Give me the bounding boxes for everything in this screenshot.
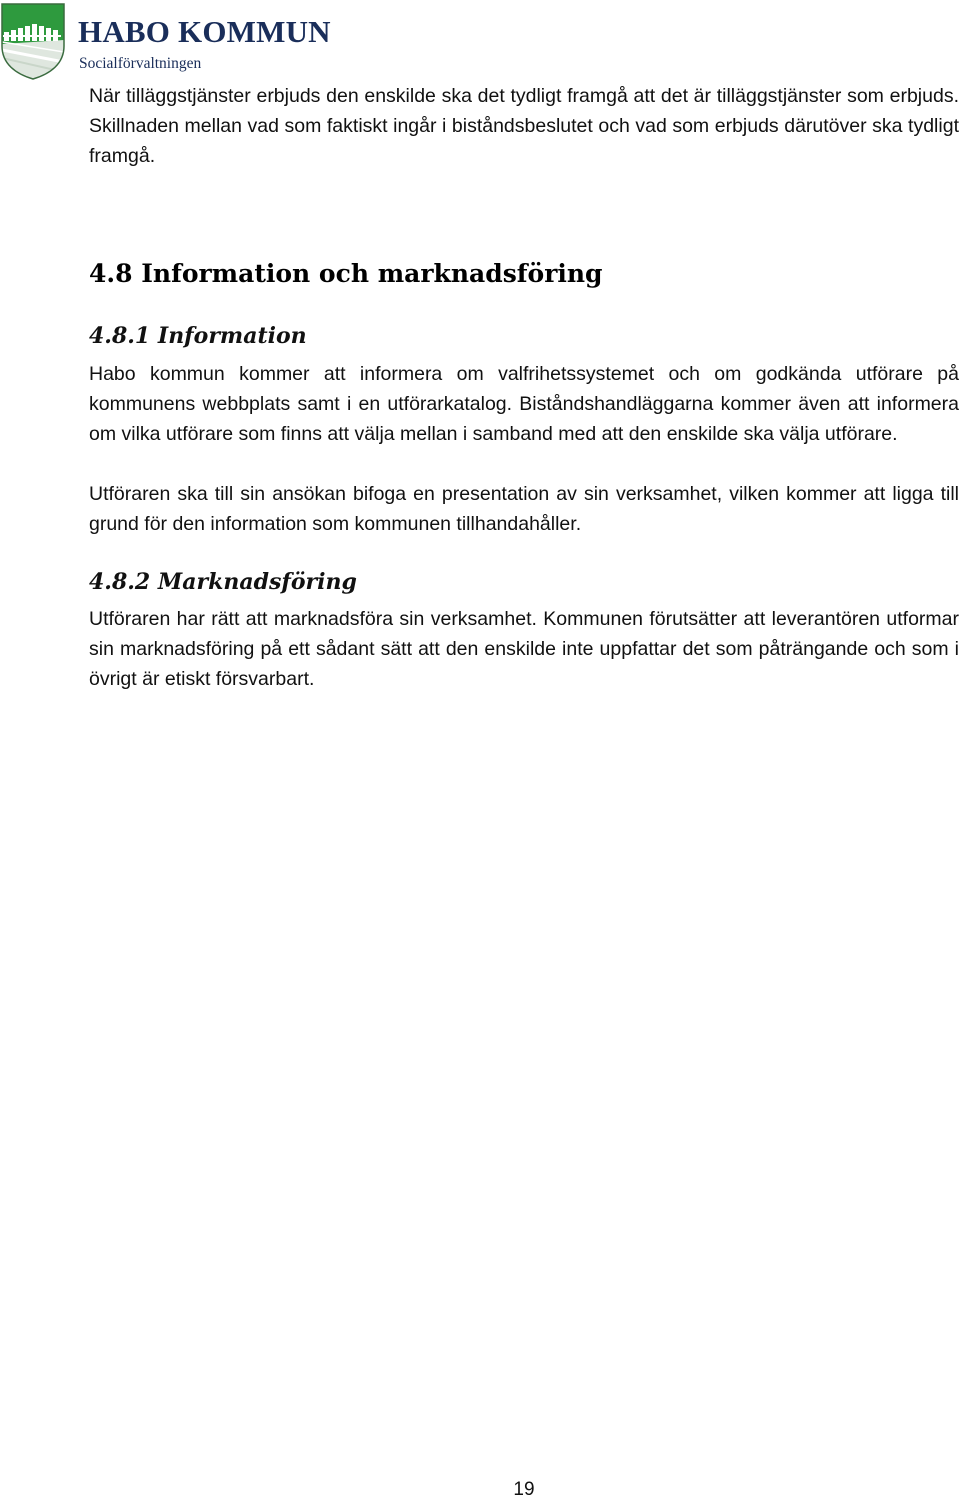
document-body [89, 81, 959, 694]
habo-kommun-shield-icon [0, 2, 66, 80]
subsection-heading-information: 4.8.1 Information [89, 323, 307, 349]
org-name: HABO KOMMUN [78, 14, 331, 49]
information-paragraph-2: Utföraren ska till sin ansökan bifoga en presentation av sin verksamhet, vilken kommer att ligga till grund för den information som kommunen tillhandahåller. [89, 483, 959, 535]
section-heading: 4.8 Information och marknadsföring [89, 259, 603, 288]
subsection-heading-marknadsforing: 4.8.2 Marknadsföring [89, 569, 357, 595]
department-name: Socialförvaltningen [79, 55, 202, 72]
information-paragraph-1: Habo kommun kommer att informera om valfrihetssystemet och om godkända utförare på kommunens webbplats samt i en utförarkatalog. Biståndshandläggarna kommer även att informera om vilka utförare som finns att välja mellan i samband med att den enskilde ska välja utförare. [89, 363, 959, 445]
marknadsforing-paragraph: Utföraren har rätt att marknadsföra sin verksamhet. Kommunen förutsätter att leverantören utformar sin marknadsföring på ett sådant sätt att den enskilde inte uppfattar det som påträngande och som i övrigt är etiskt försvarbart. [89, 608, 959, 690]
header-logo [0, 0, 340, 82]
intro-paragraph: När tilläggstjänster erbjuds den enskilde ska det tydligt framgå att det är tilläggstjänster som erbjuds. Skillnaden mellan vad som faktiskt ingår i biståndsbeslutet och vad som erbjuds därutöver ska tydligt framgå. [89, 85, 959, 167]
page-number: 19 [513, 1479, 535, 1500]
